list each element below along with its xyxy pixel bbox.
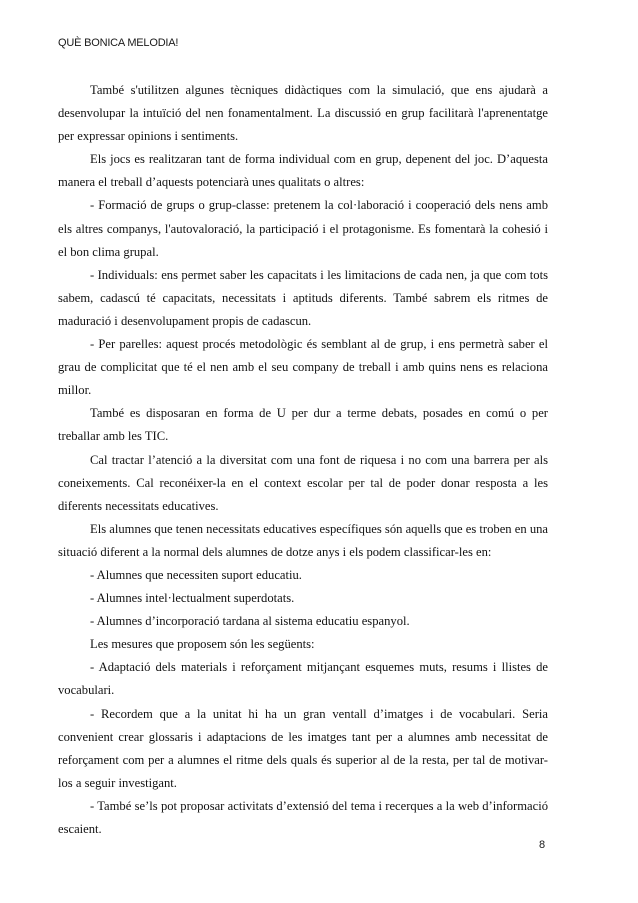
list-item-extension-activities: - També se’ls pot proposar activitats d’extensió del tema i recerques a la web d’informació escaient. — [58, 798, 548, 836]
paragraph-specific-needs: Els alumnes que tenen necessitats educatives específiques són aquells que es troben en una situació diferent a la normal dels alumnes de dotze anys i els podem classificar-les en: — [58, 521, 548, 559]
paragraph-individual: - Individuals: ens permet saber les capacitats i les limitacions de cada nen, ja que com tots sabem, cadascú té capacitats, necessitats i aptituds diferents. També sabrem els ritmes de maduració i desenvolupament propis de cadascun. — [58, 267, 548, 328]
paragraph-diversity: Cal tractar l’atenció a la diversitat com una font de riquesa i no com una barrera per als coneixements. Cal reconéixer-la en el context escolar per tal de poder donar resposta a les diferents necessitats educatives. — [58, 452, 548, 513]
list-item-images-vocabulary: - Recordem que a la unitat hi ha un gran ventall d’imatges i de vocabulari. Seria convenient crear glossaris i adaptacions de les imatges tant per a alumnes amb necessitat de reforçament com per a alumnes el ritme dels quals és superior al de la resta, per tal de motivar-los a seguir investigant. — [58, 706, 548, 790]
list-item-support: - Alumnes que necessiten suport educatiu. — [90, 567, 302, 582]
page-number: 8 — [539, 839, 546, 851]
paragraph-simulation: També s'utilitzen algunes tècniques didàctiques com la simulació, que ens ajudarà a desenvolupar la intuïció del nen fonamentalment. La discussió en grup facilitarà l'aprenentatge per expressar opinions i sentiments. — [58, 83, 548, 144]
list-item-material-adaptation: - Adaptació dels materials i reforçament mitjançant esquemes muts, resums i llistes de vocabulari. — [58, 660, 548, 698]
paragraph-pairs: - Per parelles: aquest procés metodològic és semblant al de grup, i ens permetrà saber el grau de complicitat que té el nen amb el seu company de treball i amb quins nens es relaciona millor. — [58, 337, 548, 398]
running-header: QUÈ BONICA MELODIA! — [58, 37, 179, 49]
paragraph-games: Els jocs es realitzaran tant de forma individual com en grup, depenent del joc. D’aquesta manera el treball d’aquests potenciarà unes qualitats o altres: — [58, 152, 548, 190]
body-text — [58, 79, 548, 841]
paragraph-u-shape: També es disposaran en forma de U per dur a terme debats, posades en comú o per treballar amb les TIC. — [58, 406, 548, 444]
list-item-late-incorporation: - Alumnes d’incorporació tardana al sistema educatiu espanyol. — [90, 614, 410, 629]
paragraph-measures: Les mesures que proposem són les següents: — [90, 637, 315, 652]
list-item-gifted: - Alumnes intel·lectualment superdotats. — [90, 591, 295, 606]
paragraph-group-formation: - Formació de grups o grup-classe: pretenem la col·laboració i cooperació dels nens amb els altres companys, l'autovaloració, la participació i el protagonisme. Es fomentarà la cohesió i el bon clima grupal. — [58, 198, 548, 259]
